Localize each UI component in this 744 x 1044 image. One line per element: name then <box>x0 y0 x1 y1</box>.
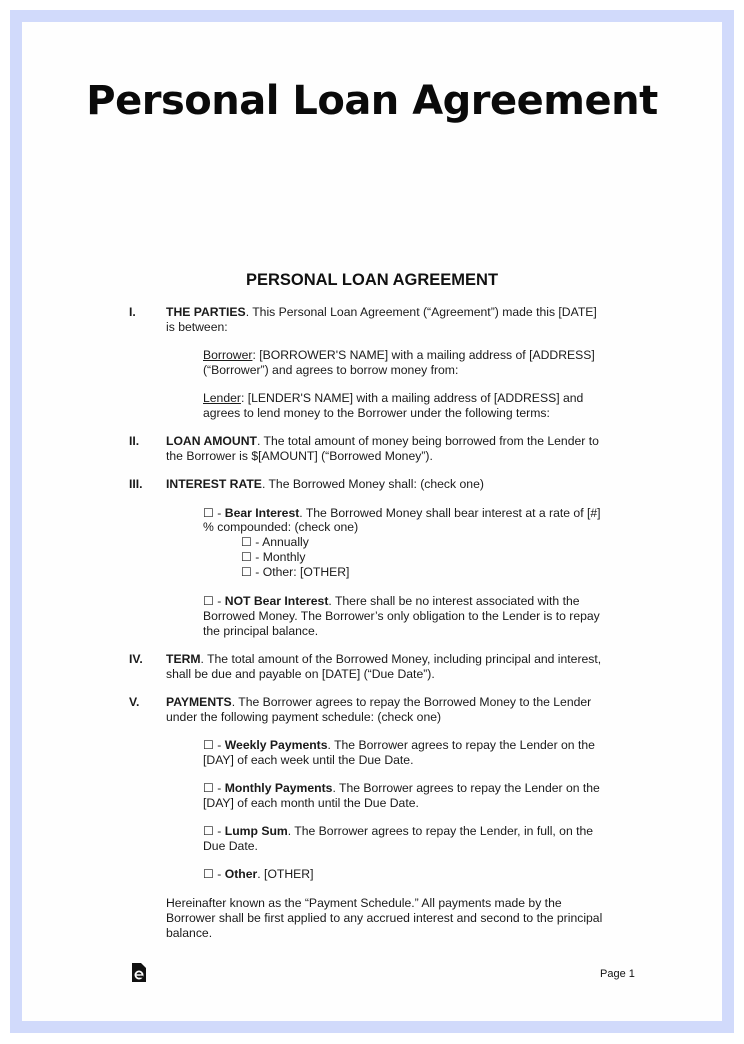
checkbox-icon[interactable]: ☐ - <box>203 781 225 795</box>
option-weekly-payments[interactable]: ☐ - Weekly Payments. The Borrower agrees to repay the Lender on the <box>203 738 595 752</box>
option-line: [DAY] of each month until the Due Date. <box>203 796 419 810</box>
eforms-logo-icon <box>132 963 146 982</box>
section-line: LOAN AMOUNT. The total amount of money being borrowed from the Lender to <box>166 434 599 448</box>
closing-line: balance. <box>166 926 213 940</box>
section-line: PAYMENTS. The Borrower agrees to repay the Borrowed Money to the Lender <box>166 695 592 709</box>
option-bear-interest[interactable]: ☐ - Bear Interest. The Borrowed Money shall bear interest at a rate of [#] <box>203 506 601 520</box>
sub-option-other[interactable]: ☐ - Other: [OTHER] <box>241 565 350 579</box>
option-other[interactable]: ☐ - Other. [OTHER] <box>203 867 314 881</box>
document-title: PERSONAL LOAN AGREEMENT <box>245 271 499 289</box>
closing-line: Hereinafter known as the “Payment Schedule.” All payments made by the <box>166 896 562 910</box>
closing-line: Borrower shall be first applied to any accrued interest and second to the principal <box>166 911 603 925</box>
borrower-line: (“Borrower”) and agrees to borrow money from: <box>203 363 459 377</box>
sub-option-annually[interactable]: ☐ - Annually <box>241 535 309 549</box>
section-line: shall be due and payable on [DATE] (“Due Date”). <box>166 667 435 681</box>
checkbox-icon[interactable]: ☐ - <box>203 738 225 752</box>
option-not-bear-interest[interactable]: ☐ - NOT Bear Interest. There shall be no interest associated with the <box>203 594 580 608</box>
document-page <box>22 22 722 1021</box>
option-monthly-payments[interactable]: ☐ - Monthly Payments. The Borrower agrees to repay the Lender on the <box>203 781 600 795</box>
section-numeral: III. <box>129 477 143 491</box>
section-line: is between: <box>166 320 228 334</box>
checkbox-icon[interactable]: ☐ - <box>203 867 225 881</box>
section-numeral: V. <box>129 695 140 709</box>
section-line: under the following payment schedule: (check one) <box>166 710 442 724</box>
option-line: the principal balance. <box>203 624 319 638</box>
section-numeral: IV. <box>129 652 143 666</box>
borrower-line: Borrower: [BORROWER'S NAME] with a mailing address of [ADDRESS] <box>203 348 595 362</box>
checkbox-icon[interactable]: ☐ - <box>203 506 225 520</box>
option-line: [DAY] of each week until the Due Date. <box>203 753 414 767</box>
banner-title: Personal Loan Agreement <box>86 78 658 124</box>
section-line: the Borrower is $[AMOUNT] (“Borrowed Money”). <box>166 449 433 463</box>
section-numeral: II. <box>129 434 140 448</box>
option-line: Borrowed Money. The Borrower’s only obligation to the Lender is to repay <box>203 609 600 623</box>
section-line: THE PARTIES. This Personal Loan Agreement (“Agreement”) made this [DATE] <box>166 305 597 319</box>
section-line: INTEREST RATE. The Borrowed Money shall: (check one) <box>166 477 484 491</box>
page-number: Page 1 <box>600 968 635 980</box>
option-line: % compounded: (check one) <box>203 520 359 534</box>
lender-line: agrees to lend money to the Borrower under the following terms: <box>203 406 550 420</box>
checkbox-icon[interactable]: ☐ - <box>203 824 225 838</box>
sub-option-monthly[interactable]: ☐ - Monthly <box>241 550 306 564</box>
option-line: Due Date. <box>203 839 258 853</box>
lender-line: Lender: [LENDER'S NAME] with a mailing address of [ADDRESS] and <box>203 391 584 405</box>
section-line: TERM. The total amount of the Borrowed Money, including principal and interest, <box>166 652 602 666</box>
option-lump-sum[interactable]: ☐ - Lump Sum. The Borrower agrees to repay the Lender, in full, on the <box>203 824 594 838</box>
checkbox-icon[interactable]: ☐ - <box>203 594 225 608</box>
section-numeral: I. <box>129 305 136 319</box>
